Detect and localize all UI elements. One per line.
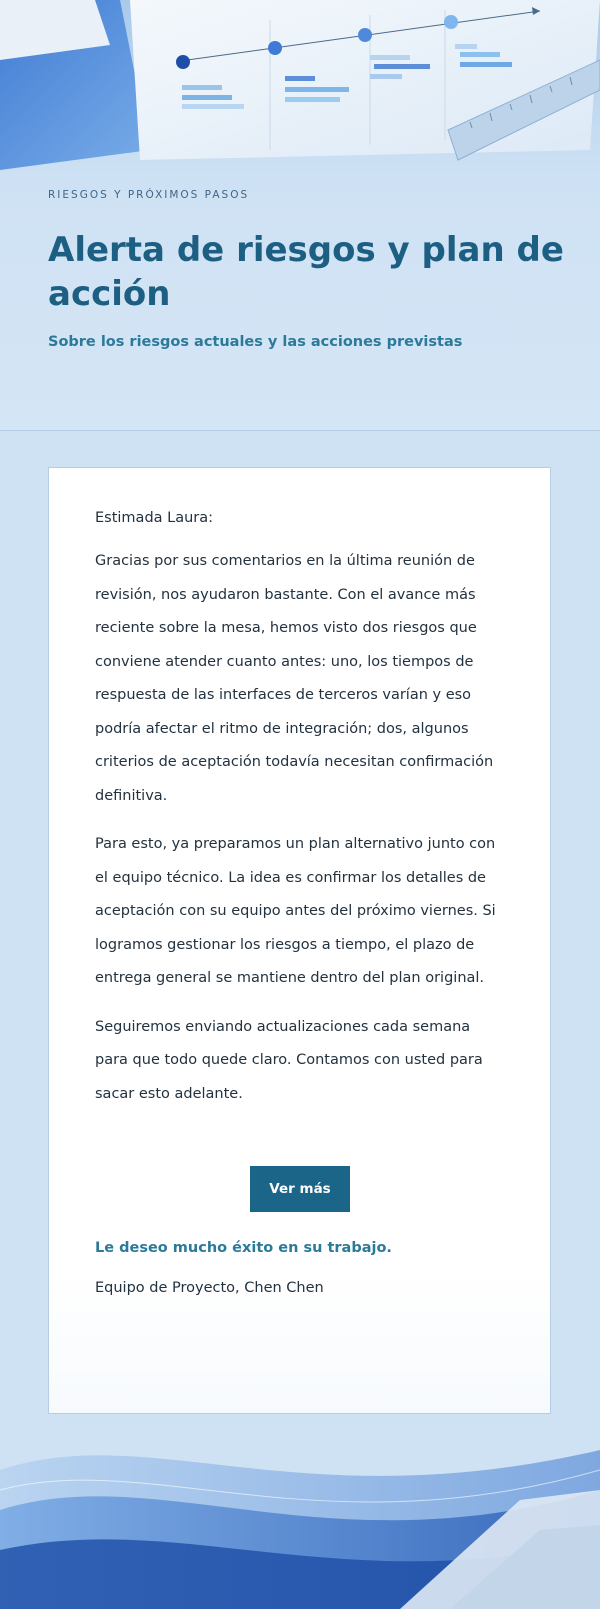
letter-card [48, 467, 551, 1414]
letter-body [95, 508, 505, 1296]
salutation: Estimada Laura: [95, 510, 214, 526]
wave-illustration [0, 1430, 600, 1609]
page-subtitle: Sobre los riesgos actuales y las acciones previstas [48, 334, 463, 350]
hero-header [0, 0, 600, 431]
page-title: Alerta de riesgos y plan de acción [48, 230, 564, 314]
letter-paragraph: Seguiremos enviando actualizaciones cada semana para que todo quede claro. Contamos con usted para sacar esto adelante. [95, 1018, 483, 1102]
letter-paragraph: Gracias por sus comentarios en la última reunión de revisión, nos ayudaron bastante. Con el avance más reciente sobre la mesa, hemos visto dos riesgos que conviene atender cuanto antes: uno, los tiempos de respuesta de las interfaces de terceros varían y eso podría afectar el ritmo de integración; dos, algunos criterios de aceptación todavía necesitan confirmación definitiva. [95, 553, 494, 804]
signature: Equipo de Proyecto, Chen Chen [95, 1280, 324, 1296]
letter-paragraph: Para esto, ya preparamos un plan alternativo junto con el equipo técnico. La idea es confirmar los detalles de aceptación con su equipo antes del próximo viernes. Si logramos gestionar los riesgos a tiempo, el plazo de entrega general se mantiene dentro del plan original. [95, 836, 496, 986]
closing-line: Le deseo mucho éxito en su trabajo. [95, 1240, 392, 1256]
cta-wrapper [95, 1126, 505, 1212]
section-eyebrow: RIESGOS Y PRÓXIMOS PASOS [48, 189, 250, 201]
ver-mas-button[interactable]: Ver más [250, 1166, 349, 1212]
